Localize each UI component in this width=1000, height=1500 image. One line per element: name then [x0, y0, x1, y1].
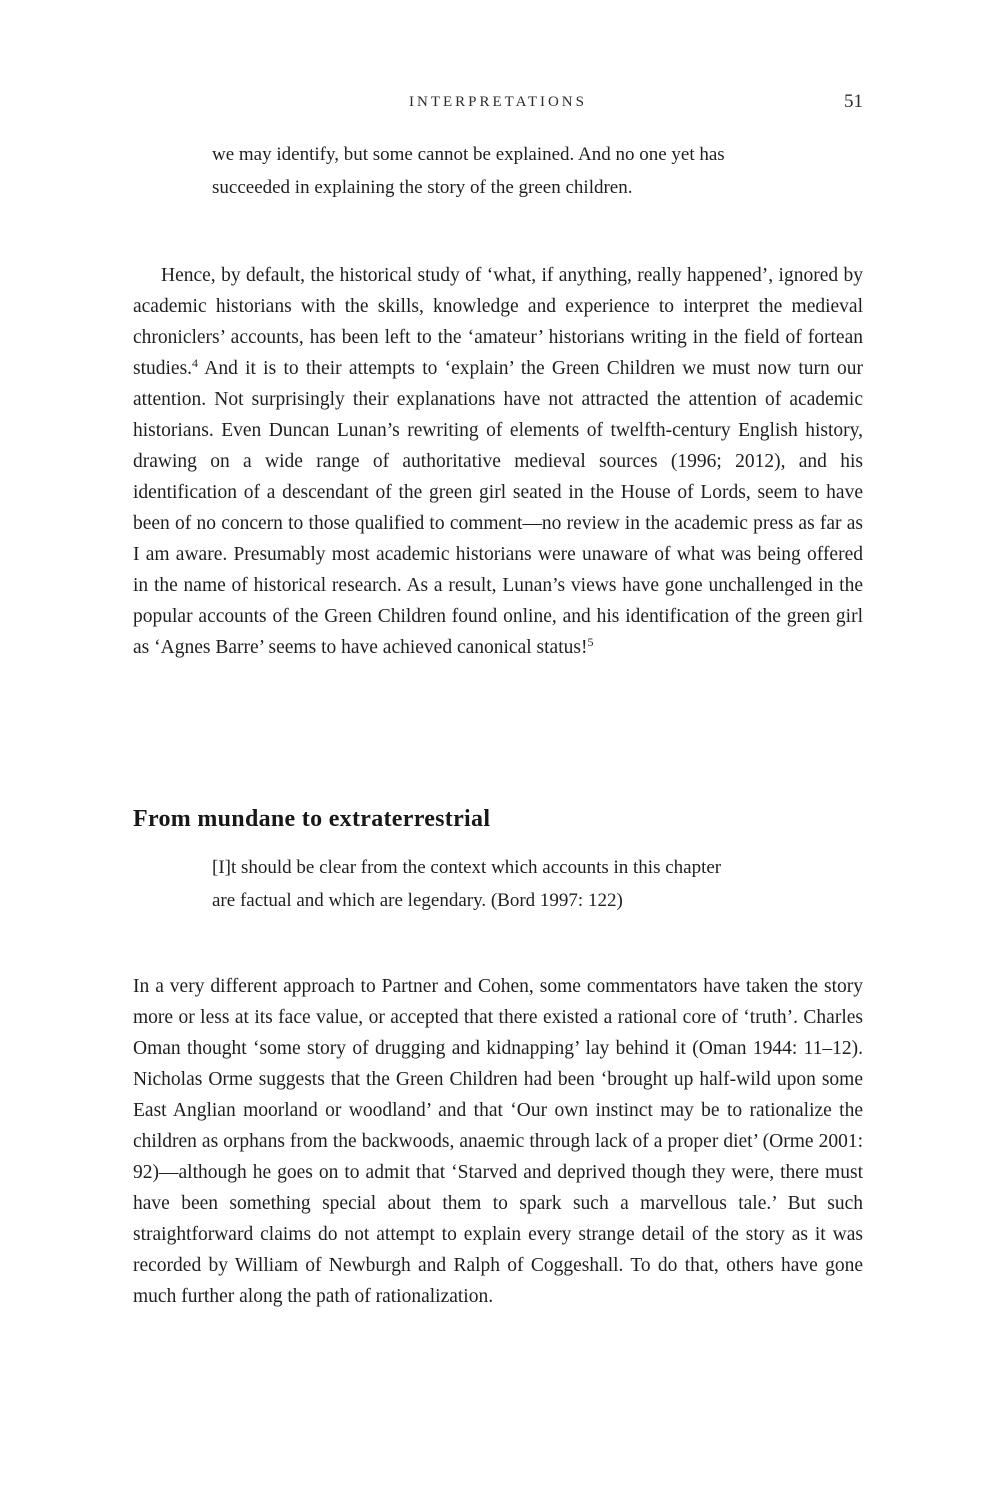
- page-number: 51: [844, 91, 863, 112]
- paragraph-rational-core: In a very different approach to Partner and Cohen, some commentators have taken the story more or less at its face value, or accepted that there existed a rational core of ‘truth’. Charles Oman thought ‘some story of drugging and kidnapping’ lay behind it (Oman 1944: 11–12). Nicholas Orme suggests that the Green Children had been ‘brought up half-wild upon some East Anglian moorland or woodland’ and that ‘Our own instinct may be to rationalize the children as orphans from the backwoods, anaemic through lack of a proper diet’ (Orme 2001: 92)—although he goes on to admit that ‘Starved and deprived though they were, there must have been something special about them to spark such a marvellous tale.’ But such straightforward claims do not attempt to explain every strange detail of the story as it was recorded by William of Newburgh and Ralph of Coggeshall. To do that, others have gone much further along the path of rationalization.: [133, 975, 863, 1307]
- quote-line: are factual and which are legendary. (Bord 1997: 122): [212, 890, 623, 911]
- footnote-marker-5: 5: [587, 634, 594, 649]
- block-quote-green-children: [212, 138, 877, 204]
- section-heading: From mundane to extraterrestrial: [133, 805, 491, 832]
- paragraph-text: And it is to their attempts to ‘explain’ the Green Children we must now turn our attention. Not surprisingly their explanations have not attracted the attention of academic historians. Even Duncan Lunan’s rewriting of elements of twelfth-century English history, drawing on a wide range of authoritative medieval sources (1996; 2012), and his identification of a descendant of the green girl seated in the House of Lords, seem to have been of no concern to those qualified to comment—no review in the academic press as far as I am aware. Presumably most academic historians were unaware of what was being offered in the name of historical research. As a result, Lunan’s views have gone unchallenged in the popular accounts of the Green Children found online, and his identification of the green girl as ‘Agnes Barre’ seems to have achieved canonical status!: [133, 357, 863, 658]
- quote-line: [I]t should be clear from the context which accounts in this chapter: [212, 857, 722, 878]
- footnote-marker-4: 4: [192, 355, 199, 370]
- quote-line: succeeded in explaining the story of the green children.: [212, 177, 633, 198]
- paragraph-text: Hence, by default, the historical study of ‘what, if anything, really happened’, ignored by academic historians with the skills, knowledge and experience to interpret the medieval chroniclers’ accounts, has been left to the ‘amateur’ historians writing in the field of fortean studies.: [133, 264, 863, 379]
- paragraph-historical-study: [133, 260, 863, 663]
- quote-line: we may identify, but some cannot be explained. And no one yet has: [212, 144, 725, 165]
- running-head: INTERPRETATIONS: [409, 94, 587, 110]
- block-quote-bord: [212, 851, 877, 917]
